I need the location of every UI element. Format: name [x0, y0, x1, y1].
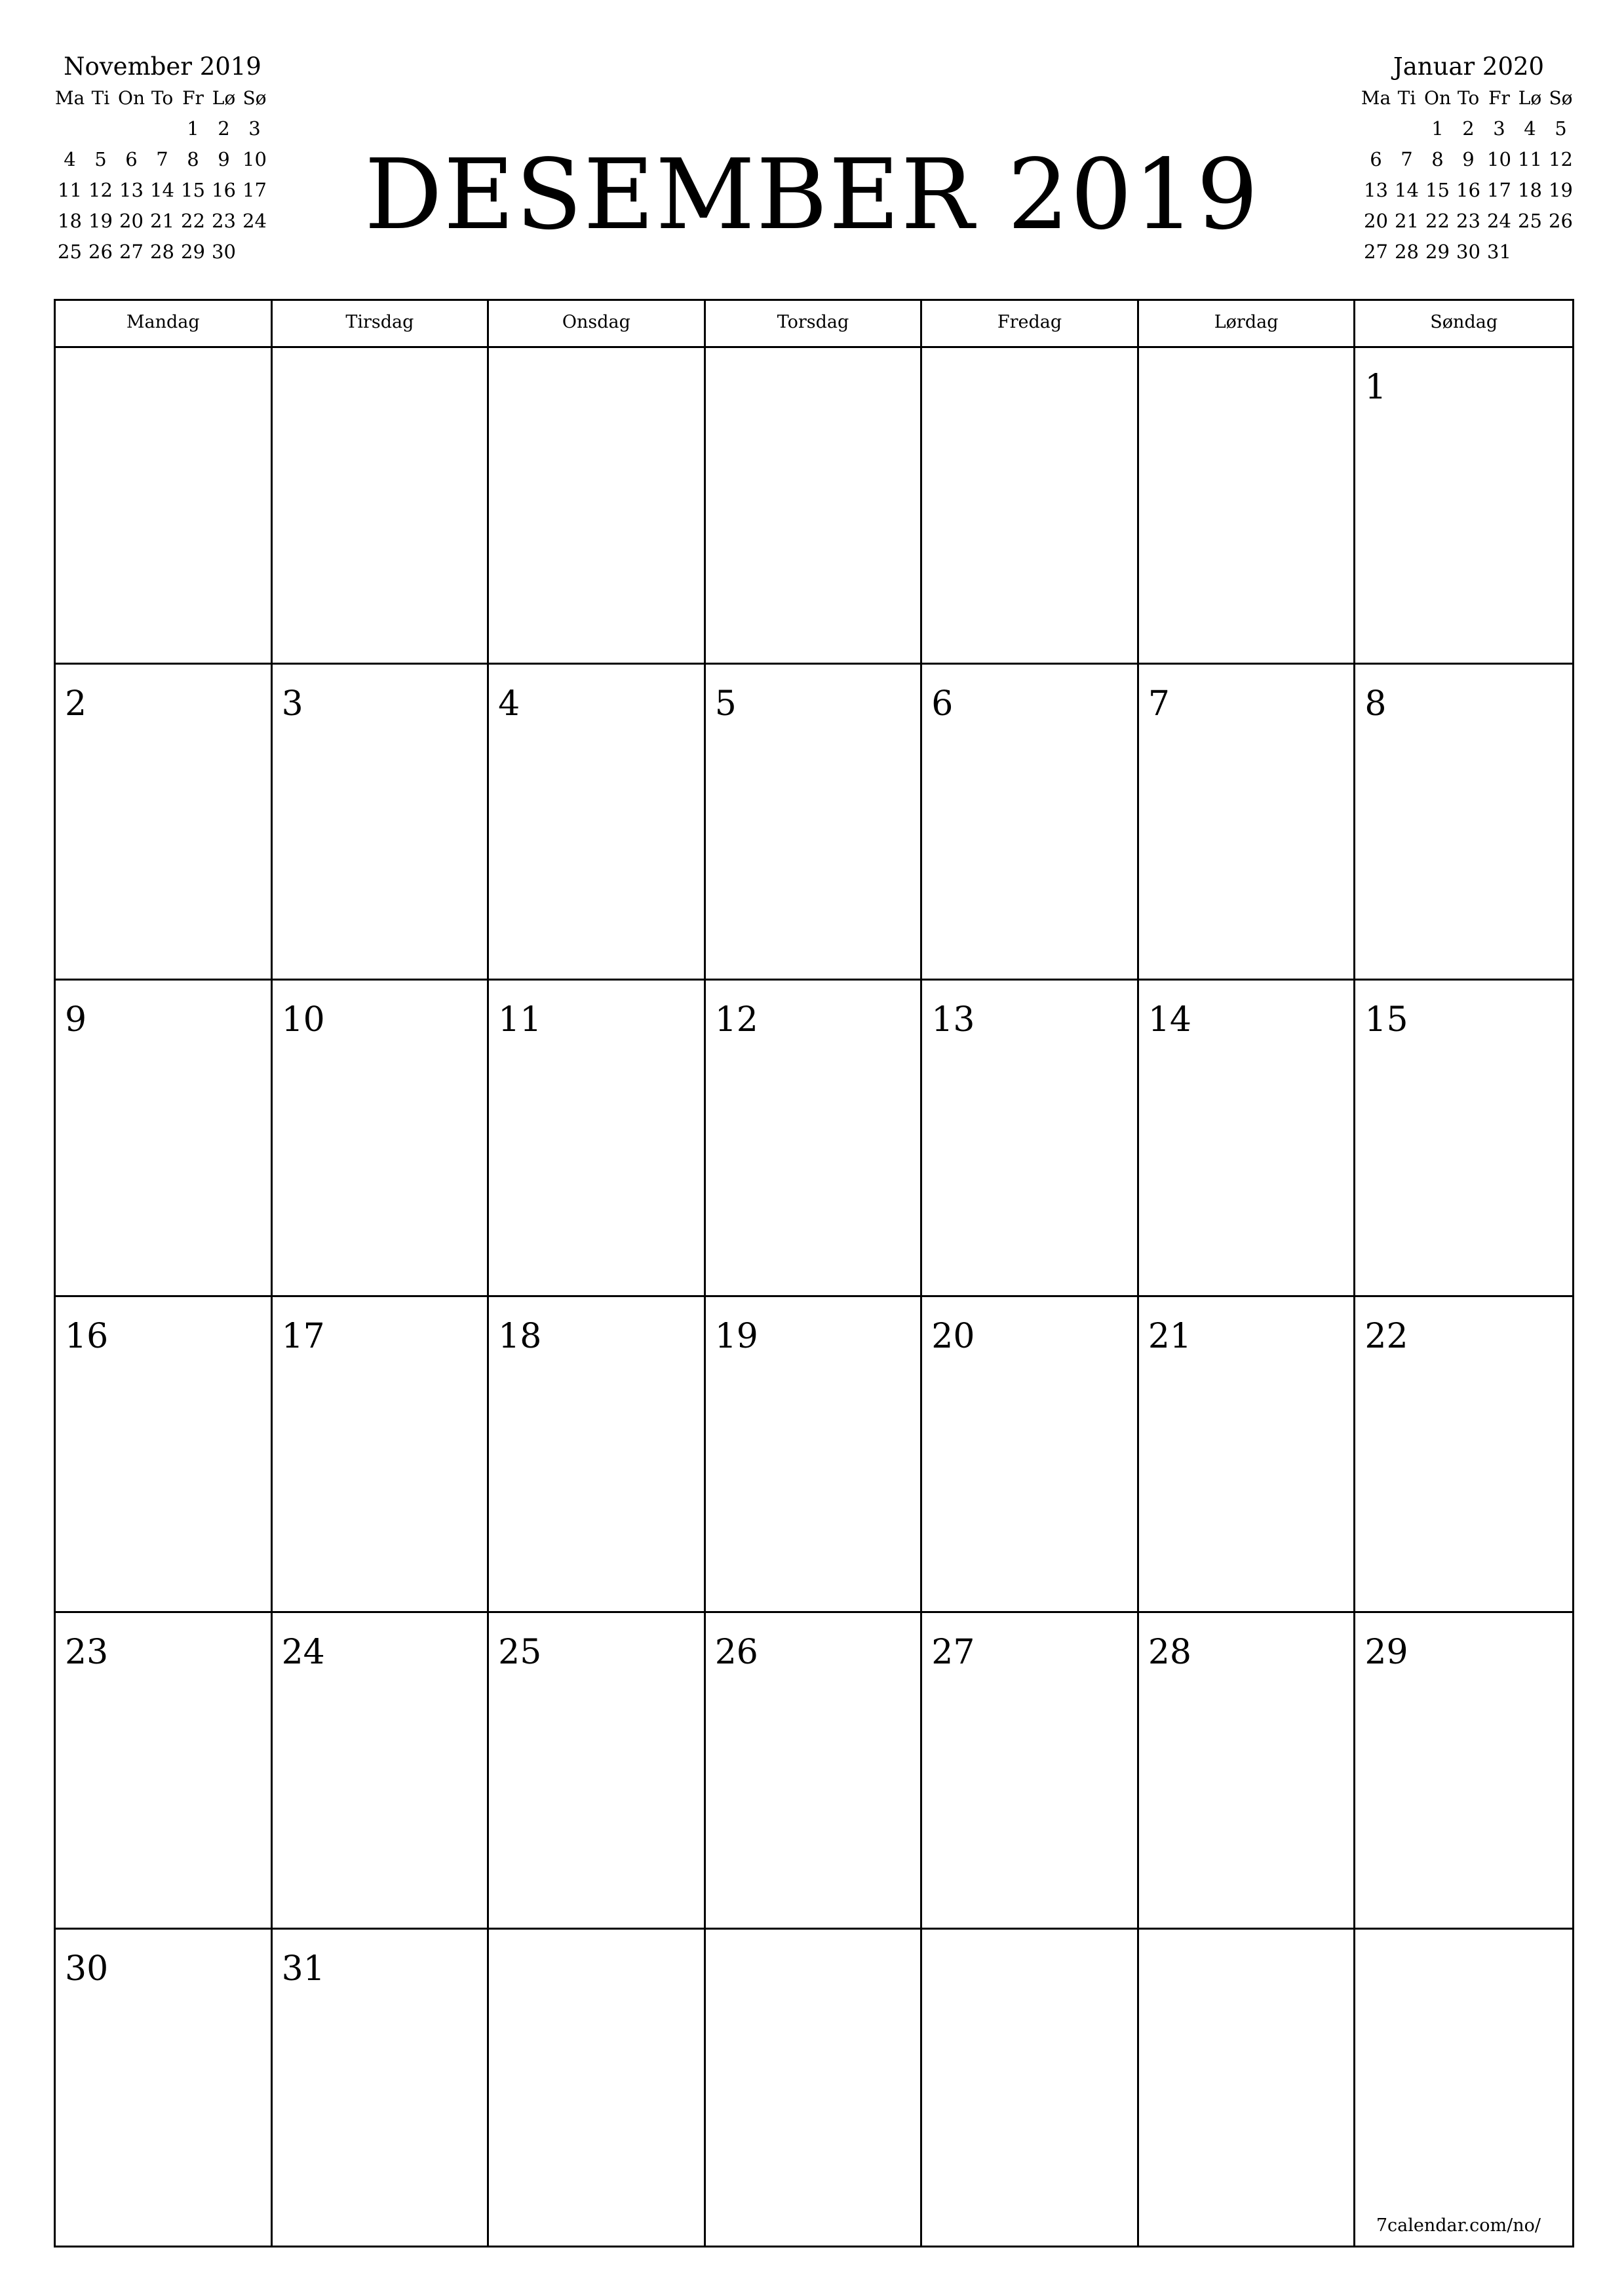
mini-day: 19	[88, 210, 113, 232]
mini-day: 26	[1549, 210, 1573, 232]
month-grid	[54, 299, 1574, 2247]
day-cell[interactable]	[56, 1297, 273, 1614]
page-title: DESEMBER 2019	[364, 138, 1260, 251]
mini-day: 28	[1395, 241, 1419, 263]
day-cell[interactable]	[273, 348, 490, 665]
mini-day: 18	[1518, 179, 1542, 201]
mini-day	[1391, 113, 1422, 144]
mini-day: 6	[1370, 148, 1382, 170]
day-cell[interactable]	[273, 981, 490, 1297]
mini-weekday-header: Sø	[242, 87, 267, 109]
mini-day: 21	[150, 210, 174, 232]
mini-day: 12	[1549, 148, 1573, 170]
day-cell[interactable]	[922, 981, 1139, 1297]
mini-day: 12	[88, 179, 113, 201]
mini-day: 3	[1493, 117, 1505, 140]
day-cell[interactable]	[706, 1297, 923, 1614]
day-cell[interactable]	[489, 1930, 706, 2246]
day-number: 28	[1148, 1633, 1192, 1672]
day-cell[interactable]	[706, 981, 923, 1297]
day-number: 17	[281, 1316, 325, 1356]
day-cell[interactable]	[1139, 1613, 1356, 1930]
mini-day: 5	[94, 148, 107, 170]
mini-day: 21	[1395, 210, 1419, 232]
weekday-header: Tirsdag	[273, 301, 490, 348]
mini-day: 31	[1487, 241, 1511, 263]
day-cell[interactable]	[56, 981, 273, 1297]
mini-day: 16	[212, 179, 236, 201]
weekday-header: Onsdag	[489, 301, 706, 348]
day-number: 11	[498, 1000, 542, 1040]
mini-day: 8	[187, 148, 199, 170]
mini-calendar-january	[1361, 51, 1577, 267]
mini-day: 15	[1425, 179, 1450, 201]
mini-day: 2	[1462, 117, 1475, 140]
day-cell[interactable]	[1139, 981, 1356, 1297]
mini-day: 20	[1364, 210, 1388, 232]
mini-day: 11	[1518, 148, 1542, 170]
mini-weekday-header: Fr	[1488, 87, 1510, 109]
day-number: 7	[1148, 684, 1170, 724]
mini-day: 24	[242, 210, 267, 232]
mini-day: 25	[1518, 210, 1542, 232]
day-number: 24	[281, 1633, 325, 1672]
day-cell[interactable]	[1139, 665, 1356, 981]
mini-day: 13	[119, 179, 144, 201]
mini-weekday-header: Lø	[212, 87, 236, 109]
day-number: 6	[931, 684, 954, 724]
day-number: 10	[281, 1000, 325, 1040]
day-number: 31	[281, 1949, 325, 1989]
mini-day: 5	[1555, 117, 1567, 140]
mini-weekday-header: Ma	[1361, 87, 1391, 109]
day-cell[interactable]	[706, 1613, 923, 1930]
weekday-header: Fredag	[922, 301, 1139, 348]
mini-day: 28	[150, 241, 174, 263]
mini-day: 29	[181, 241, 205, 263]
day-number: 20	[931, 1316, 975, 1356]
mini-weekday-header: On	[1424, 87, 1451, 109]
mini-day: 8	[1431, 148, 1444, 170]
mini-weekday-header: Sø	[1549, 87, 1573, 109]
day-cell[interactable]	[273, 1930, 490, 2246]
mini-day: 9	[1462, 148, 1475, 170]
day-cell[interactable]	[922, 665, 1139, 981]
mini-day: 3	[248, 117, 261, 140]
day-cell[interactable]	[273, 1613, 490, 1930]
mini-weekday-header: To	[1457, 87, 1480, 109]
mini-day: 6	[125, 148, 138, 170]
day-number: 21	[1148, 1316, 1192, 1356]
mini-weekday-header: Ti	[91, 87, 110, 109]
mini-day: 30	[212, 241, 236, 263]
mini-weekday-header: On	[118, 87, 145, 109]
mini-day: 22	[1425, 210, 1450, 232]
day-cell[interactable]	[489, 1297, 706, 1614]
weekday-header: Lørdag	[1139, 301, 1356, 348]
day-cell[interactable]	[489, 348, 706, 665]
day-cell[interactable]	[56, 1930, 273, 2246]
mini-day: 20	[119, 210, 144, 232]
day-cell[interactable]	[1355, 1297, 1572, 1614]
day-cell[interactable]	[706, 348, 923, 665]
mini-calendar-title: Januar 2020	[1393, 52, 1545, 81]
day-cell[interactable]	[922, 1613, 1139, 1930]
day-number: 18	[498, 1316, 542, 1356]
day-cell[interactable]	[922, 1930, 1139, 2246]
day-number: 3	[281, 684, 303, 724]
mini-day: 2	[218, 117, 230, 140]
day-number: 9	[65, 1000, 87, 1040]
day-number: 12	[714, 1000, 758, 1040]
day-cell[interactable]	[1355, 1930, 1572, 2246]
day-cell[interactable]	[273, 1297, 490, 1614]
footer-url: 7calendar.com/no/	[1376, 2215, 1541, 2236]
day-cell[interactable]	[489, 981, 706, 1297]
day-cell[interactable]	[1139, 348, 1356, 665]
day-number: 22	[1364, 1316, 1408, 1356]
day-cell[interactable]	[273, 665, 490, 981]
mini-day: 4	[64, 148, 76, 170]
mini-day: 18	[58, 210, 82, 232]
mini-day: 4	[1524, 117, 1536, 140]
mini-weekday-header: To	[151, 87, 174, 109]
mini-weekday-header: Fr	[182, 87, 204, 109]
mini-day	[1545, 237, 1576, 267]
mini-day: 30	[1456, 241, 1480, 263]
mini-day	[1515, 237, 1545, 267]
mini-calendar-grid	[1361, 83, 1577, 267]
mini-calendar-title: November 2019	[64, 52, 261, 81]
mini-day: 17	[242, 179, 267, 201]
weekday-header: Mandag	[56, 301, 273, 348]
day-cell[interactable]	[706, 665, 923, 981]
day-cell[interactable]	[56, 1613, 273, 1930]
mini-day: 1	[1431, 117, 1444, 140]
day-number: 13	[931, 1000, 975, 1040]
mini-day: 15	[181, 179, 205, 201]
mini-day: 14	[150, 179, 174, 201]
day-number: 4	[498, 684, 520, 724]
mini-day: 16	[1456, 179, 1480, 201]
mini-day: 10	[242, 148, 267, 170]
day-cell[interactable]	[489, 1613, 706, 1930]
day-number: 16	[65, 1316, 109, 1356]
day-number: 23	[65, 1633, 109, 1672]
weekday-header: Torsdag	[706, 301, 923, 348]
day-number: 19	[714, 1316, 758, 1356]
day-number: 14	[1148, 1000, 1192, 1040]
mini-day: 27	[1364, 241, 1388, 263]
day-cell[interactable]	[1355, 981, 1572, 1297]
mini-day: 22	[181, 210, 205, 232]
day-number: 30	[65, 1949, 109, 1989]
mini-day: 10	[1487, 148, 1511, 170]
mini-day: 25	[58, 241, 82, 263]
mini-day: 23	[1456, 210, 1480, 232]
day-number: 2	[65, 684, 87, 724]
day-cell[interactable]	[1355, 1613, 1572, 1930]
mini-day: 23	[212, 210, 236, 232]
day-number: 26	[714, 1633, 758, 1672]
mini-day	[1361, 113, 1391, 144]
day-cell[interactable]	[489, 665, 706, 981]
mini-day: 26	[88, 241, 113, 263]
day-number: 8	[1364, 684, 1387, 724]
day-cell[interactable]	[1355, 348, 1572, 665]
day-cell[interactable]	[922, 1297, 1139, 1614]
day-number: 27	[931, 1633, 975, 1672]
mini-day: 9	[218, 148, 230, 170]
mini-day: 24	[1487, 210, 1511, 232]
mini-day: 7	[156, 148, 168, 170]
mini-day: 11	[58, 179, 82, 201]
mini-day: 29	[1425, 241, 1450, 263]
mini-day: 1	[187, 117, 199, 140]
day-cell[interactable]	[1139, 1297, 1356, 1614]
day-number: 29	[1364, 1633, 1408, 1672]
day-cell[interactable]	[922, 348, 1139, 665]
day-cell[interactable]	[1139, 1930, 1356, 2246]
day-number: 25	[498, 1633, 542, 1672]
day-cell[interactable]	[56, 348, 273, 665]
mini-day: 27	[119, 241, 144, 263]
mini-day: 19	[1549, 179, 1573, 201]
day-number: 5	[714, 684, 737, 724]
mini-weekday-header: Lø	[1518, 87, 1542, 109]
mini-weekday-header: Ti	[1397, 87, 1416, 109]
weekday-header: Søndag	[1355, 301, 1572, 348]
mini-weekday-header: Ma	[54, 87, 85, 109]
day-cell[interactable]	[1355, 665, 1572, 981]
mini-day: 14	[1395, 179, 1419, 201]
mini-day: 17	[1487, 179, 1511, 201]
day-number: 1	[1364, 368, 1387, 407]
day-number: 15	[1364, 1000, 1408, 1040]
day-cell[interactable]	[706, 1930, 923, 2246]
mini-day: 7	[1401, 148, 1413, 170]
day-cell[interactable]	[56, 665, 273, 981]
mini-day: 13	[1364, 179, 1388, 201]
